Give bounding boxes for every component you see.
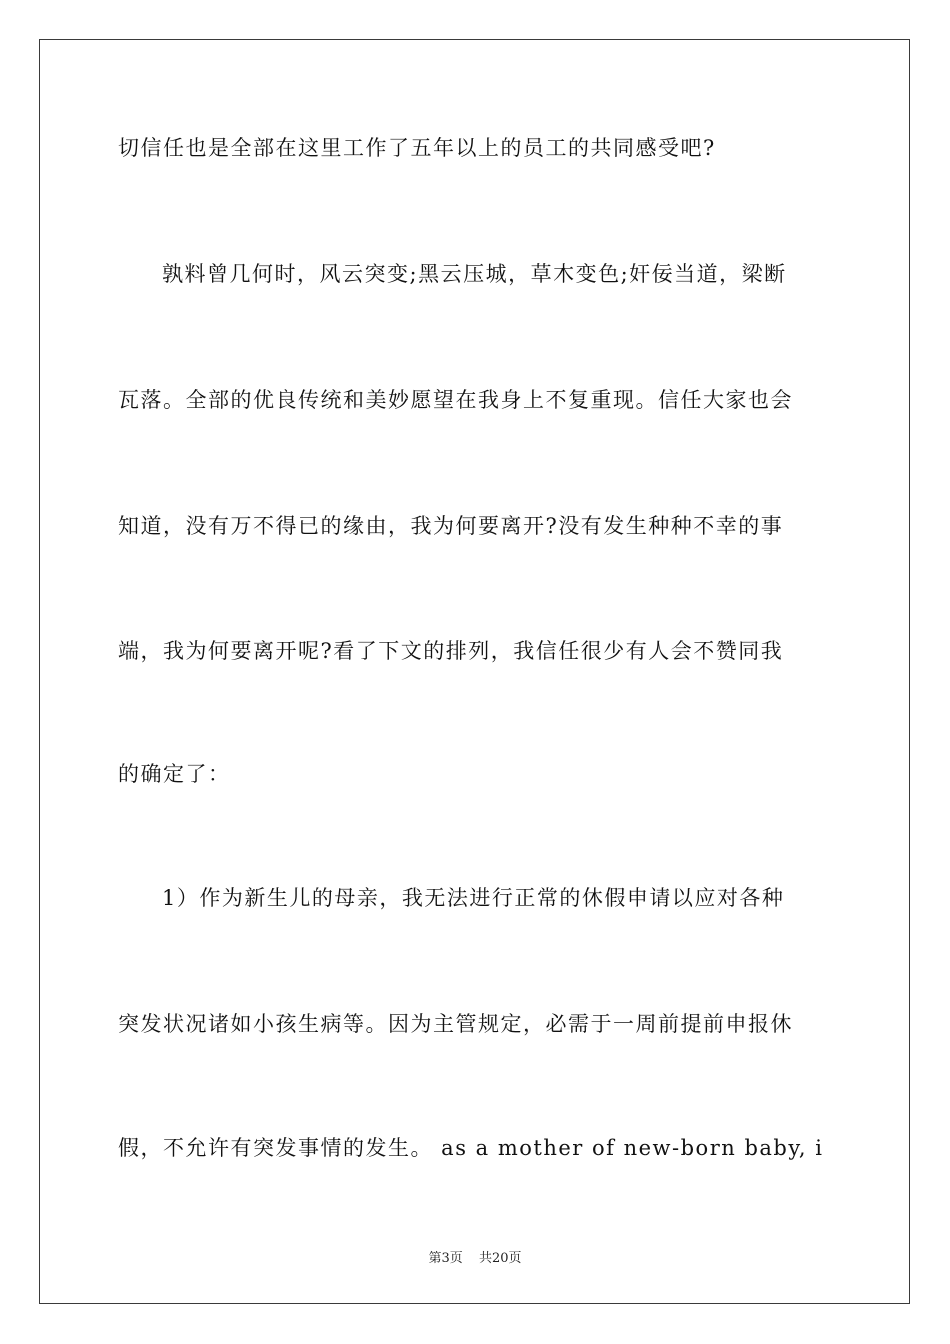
- text-line-2: 孰料曾几何时，风云突变;黑云压城，草木变色;奸佞当道，梁断: [162, 262, 787, 286]
- page-border: [39, 39, 910, 1304]
- text-line-1: 切信任也是全部在这里工作了五年以上的员工的共同感受吧?: [118, 136, 716, 160]
- text-line-6: 的确定了：: [118, 762, 231, 786]
- text-line-5: 端，我为何要离开呢?看了下文的排列，我信任很少有人会不赞同我: [118, 639, 784, 663]
- text-line-9: 假，不允许有突发事情的发生。 as a mother of new-born baby, i: [118, 1136, 824, 1160]
- page-number: 第3页: [428, 1251, 463, 1266]
- text-line-7: 1）作为新生儿的母亲，我无法进行正常的休假申请以应对各种: [162, 886, 785, 910]
- text-line-8: 突发状况诸如小孩生病等。因为主管规定，必需于一周前提前申报休: [118, 1012, 793, 1036]
- page-total: 共20页: [478, 1251, 522, 1266]
- text-line-3: 瓦落。全部的优良传统和美妙愿望在我身上不复重现。信任大家也会: [118, 388, 793, 412]
- text-line-4: 知道，没有万不得已的缘由，我为何要离开?没有发生种种不幸的事: [118, 514, 784, 538]
- page-footer: [0, 1247, 950, 1266]
